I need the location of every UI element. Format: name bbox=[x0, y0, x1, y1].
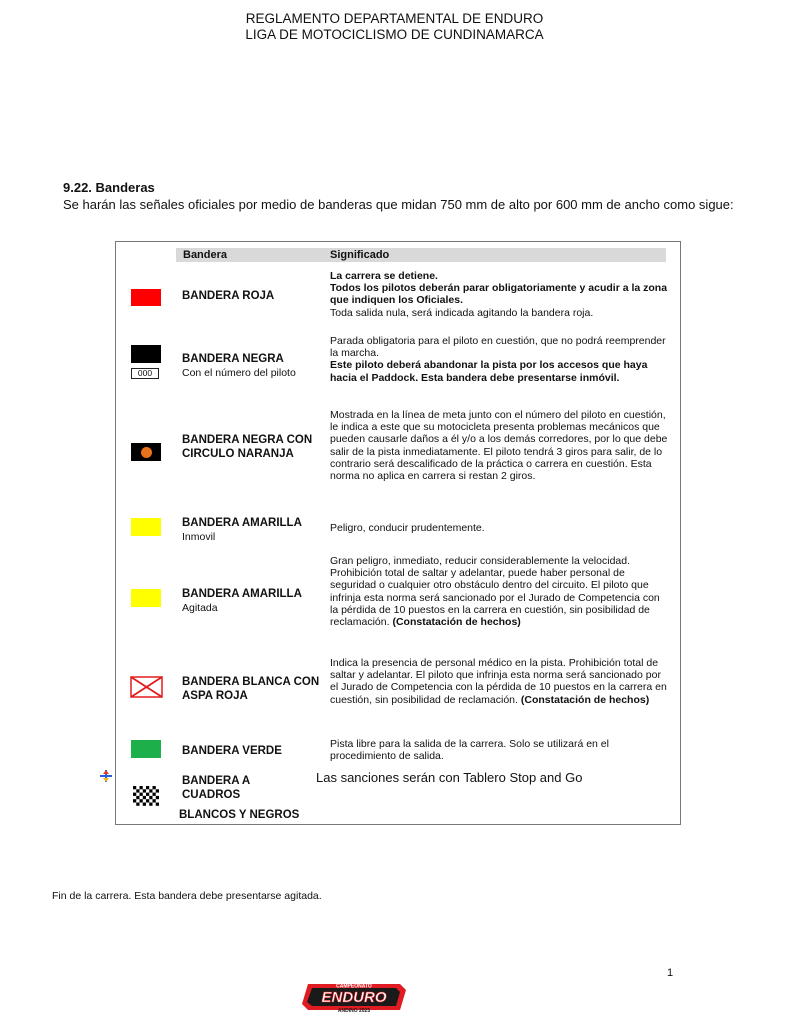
red-flag-icon bbox=[131, 289, 161, 306]
orange-circle-icon bbox=[141, 447, 152, 458]
flag-desc-black bbox=[330, 335, 670, 384]
flag-name-black-sub: Con el número del piloto bbox=[182, 367, 296, 379]
green-flag-icon bbox=[131, 740, 161, 758]
flag-name-yellow-still-sub: Inmovil bbox=[182, 531, 216, 543]
flag-name-yellow-waved bbox=[182, 587, 322, 615]
flag-name-black-orange: BANDERA NEGRA CON CIRCULO NARANJA bbox=[182, 434, 313, 460]
section-title: 9.22. Banderas bbox=[63, 180, 155, 195]
yellow-flag-icon bbox=[131, 518, 161, 536]
flag-desc-black-orange: Mostrada en la línea de meta junto con el número del piloto en cuestión, le indica a este que su motocicleta presenta problemas mecánicos que pueden causarle daños a él y/o a los demás corredores, por lo que debe salir de la pista inmediatamente. El piloto tendrá 3 giros para salir, de lo contrario será descalificado de la práctica o carrera en cuestión. Esta norma no aplica en carrera si restan 2 giros. bbox=[330, 409, 668, 483]
flag-desc-red-bold: La carrera se detiene. Todos los pilotos deberán parar obligatoriamente y acudir a la zona que indiquen los Oficiales. bbox=[330, 270, 668, 307]
flag-name-black-title: BANDERA NEGRA bbox=[182, 353, 284, 365]
flag-desc-green: Pista libre para la salida de la carrera. Solo se utilizará en el procedimiento de salida. bbox=[330, 738, 609, 763]
flag-desc-yellow-still: Peligro, conducir prudentemente. bbox=[330, 522, 485, 534]
flag-desc-red bbox=[330, 270, 670, 319]
flag-desc-black-bold: Este piloto deberá abandonar la pista por los accesos que haya hacia el Paddock. Esta bandera debe presentarse inmóvil. bbox=[330, 359, 648, 384]
flag-name-white-cross: BANDERA BLANCA CON ASPA ROJA bbox=[182, 676, 320, 702]
logo-top-text: CAMPEONATO bbox=[336, 983, 372, 990]
flag-desc-red-normal: Toda salida nula, será indicada agitando la bandera roja. bbox=[330, 306, 594, 319]
checkered-flag-note: Fin de la carrera. Esta bandera debe presentarse agitada. bbox=[52, 890, 322, 902]
doc-header-line1: REGLAMENTO DEPARTAMENTAL DE ENDURO bbox=[245, 11, 544, 26]
flag-desc-white-cross bbox=[330, 657, 670, 706]
yellow-waved-flag-icon bbox=[131, 589, 161, 607]
flag-name-black bbox=[182, 352, 322, 380]
flag-name-red: BANDERA ROJA bbox=[182, 290, 275, 302]
col-header-flag: Bandera bbox=[183, 249, 228, 261]
rider-number-box: 000 bbox=[131, 368, 159, 379]
doc-header-line2: LIGA DE MOTOCICLISMO DE CUNDINAMARCA bbox=[245, 27, 544, 42]
table-header-bar bbox=[176, 248, 666, 262]
sanctions-note: Las sanciones serán con Tablero Stop and Go bbox=[316, 770, 583, 785]
enduro-logo bbox=[298, 980, 410, 1014]
col-header-meaning: Significado bbox=[330, 249, 390, 261]
flag-desc-black-normal: Parada obligatoria para el piloto en cuestión, que no podrá reemprender la marcha. bbox=[330, 335, 666, 360]
flag-name-yellow-still-title: BANDERA AMARILLA bbox=[182, 517, 302, 529]
flag-name-checkered-1: BANDERA A bbox=[182, 775, 251, 787]
logo-main-text: ENDURO bbox=[321, 989, 387, 1006]
flag-name-checkered-3: BLANCOS Y NEGROS bbox=[179, 809, 300, 821]
black-flag-icon bbox=[131, 345, 161, 363]
flag-name-yellow-waved-title: BANDERA AMARILLA bbox=[182, 588, 302, 600]
flag-name-green: BANDERA VERDE bbox=[182, 745, 282, 757]
checkered-flag-icon bbox=[133, 786, 159, 806]
flag-desc-yellow-waved-normal: Gran peligro, inmediato, reducir considerablemente la velocidad. Prohibición total de saltar y adelantar, puede haber personal de seguridad o cualquier otro obstáculo dentro del circuito. El piloto que infrinja esta norma será sancionado por el Jurado de Competencia con la pérdida de 10 puestos en la carrera en cuestión, sin posibilidad de reclamación. bbox=[330, 555, 660, 629]
move-handle-icon bbox=[100, 770, 112, 782]
white-red-cross-flag-icon bbox=[130, 676, 163, 698]
flag-desc-yellow-waved-bold: (Constatación de hechos) bbox=[392, 616, 521, 629]
page-number: 1 bbox=[667, 967, 674, 979]
flag-name-yellow-waved-sub: Agitada bbox=[182, 602, 218, 614]
black-orange-circle-flag-icon bbox=[131, 443, 161, 461]
section-intro: Se harán las señales oficiales por medio de banderas que midan 750 mm de alto por 600 mm de ancho como sigue: bbox=[63, 197, 734, 212]
flag-name-checkered-2: CUADROS bbox=[182, 789, 241, 801]
flag-name-yellow-still bbox=[182, 516, 322, 544]
flag-desc-white-cross-bold: (Constatación de hechos) bbox=[520, 693, 650, 706]
logo-bottom-text: ANDINO 2025 bbox=[337, 1008, 371, 1014]
flag-desc-yellow-waved bbox=[330, 555, 670, 628]
flag-desc-white-cross-normal: Indica la presencia de personal médico en la pista. Prohibición total de saltar y adelantar. El piloto que infrinja esta norma será sancionado por el Jurado de Competencia con la pérdida de 10 puestos en la carrera en cuestión, sin posibilidad de reclamación. bbox=[330, 657, 667, 706]
